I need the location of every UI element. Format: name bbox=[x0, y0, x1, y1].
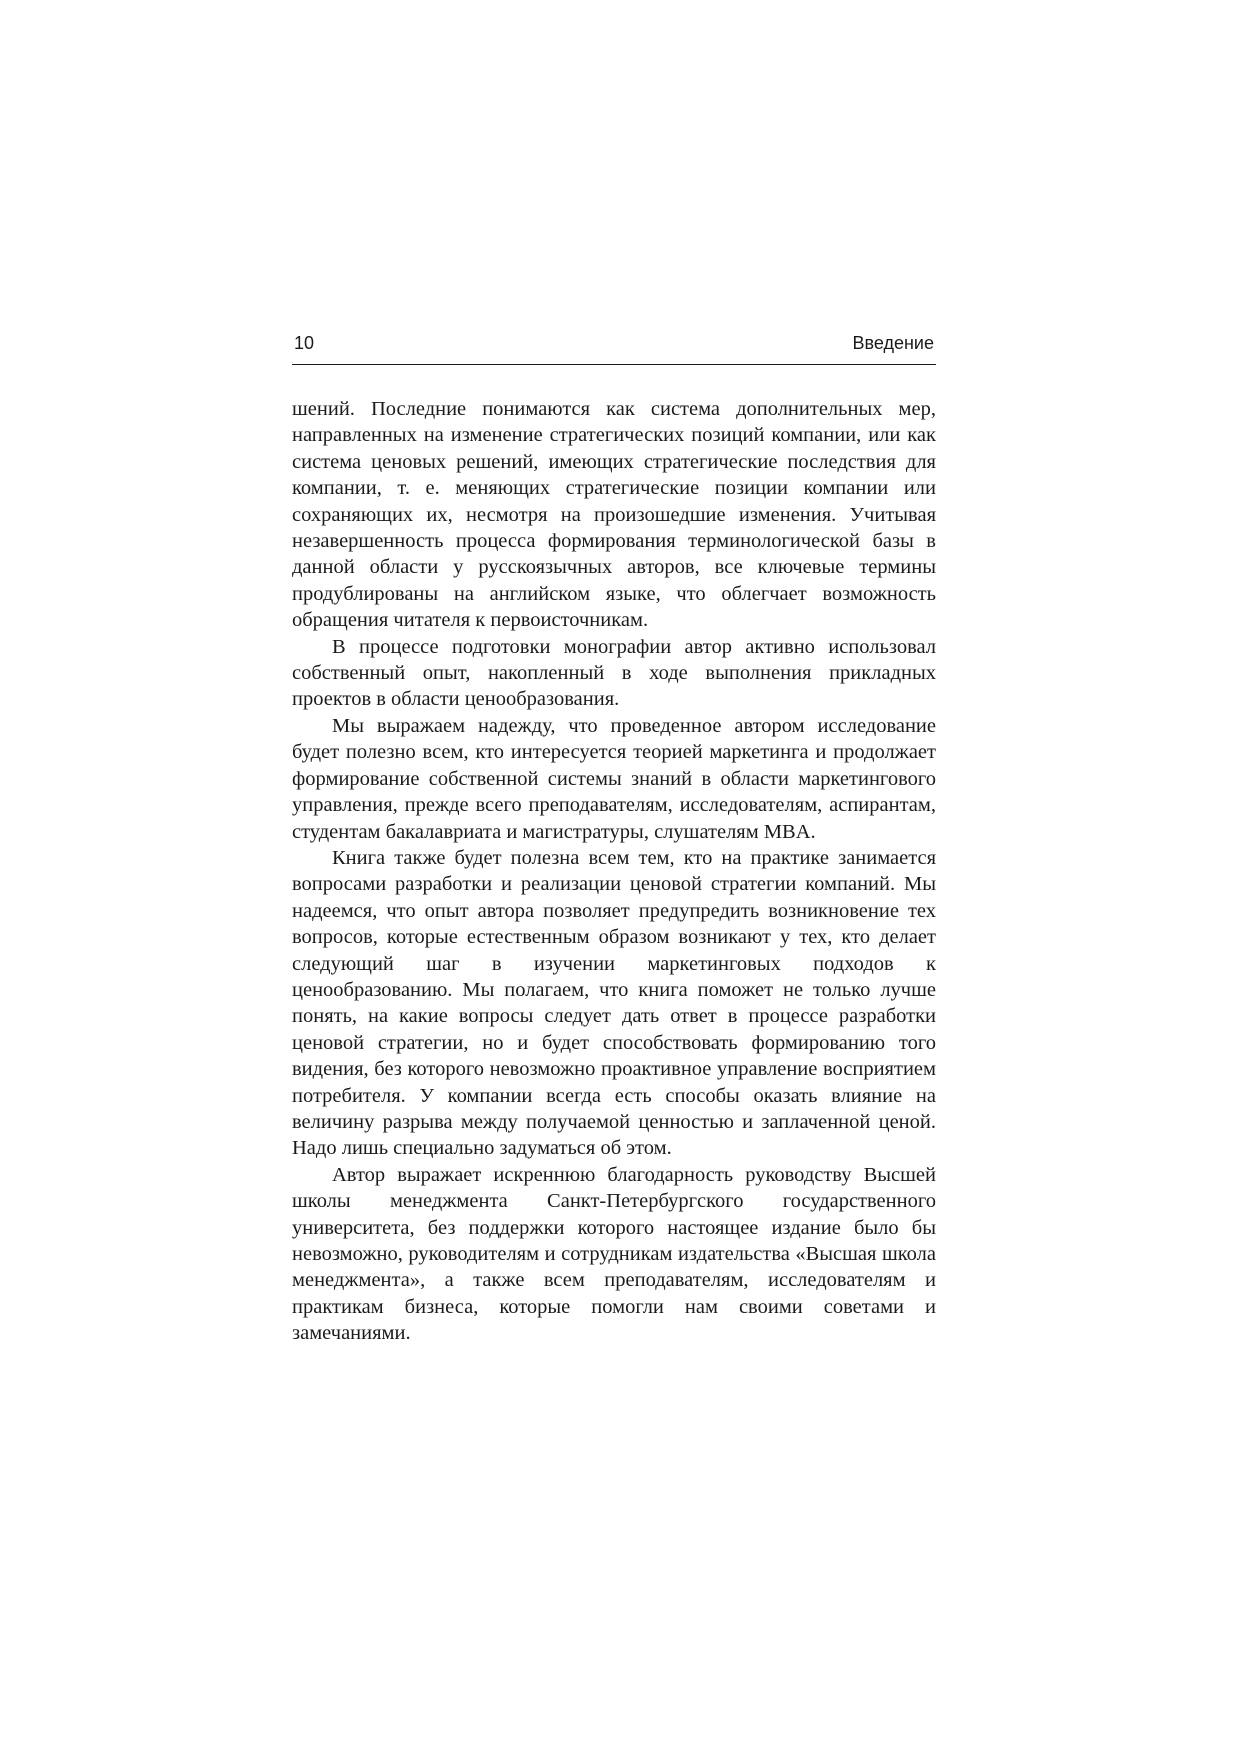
page-header bbox=[292, 330, 936, 365]
paragraph: Книга также будет полезна всем тем, кто на практике занимается вопросами разработки и реализации ценовой стратегии компаний. Мы надеемся, что опыт автора позволяет предупредить возникновение тех вопросов, которые естественным образом возникают у тех, кто делает следующий шаг в изучении маркетинговых подходов к ценообразованию. Мы полагаем, что книга поможет не только лучше понять, на какие вопросы следует дать ответ в процессе разработки ценовой стратегии, но и будет способствовать формированию того видения, без которого невозможно проактивное управление восприятием потребителя. У компании всегда есть способы оказать влияние на величину разрыва между получаемой ценностью и заплаченной ценой. Надо лишь специально задуматься об этом. bbox=[292, 846, 936, 1160]
running-title: Введение bbox=[852, 333, 934, 353]
body-text bbox=[292, 396, 936, 1347]
paragraph: В процессе подготовки монографии автор активно использовал собственный опыт, накопленный в ходе выполнения прикладных проектов в области ценообразования. bbox=[292, 635, 936, 711]
paragraph: Мы выражаем надежду, что проведенное автором исследование будет полезно всем, кто интересуется теорией маркетинга и продолжает формирование собственной системы знаний в области маркетингового управления, прежде всего преподавателям, исследователям, аспирантам, студентам бакалавриата и магистратуры, слушателям MBA. bbox=[292, 714, 936, 843]
page-number: 10 bbox=[294, 333, 315, 353]
paragraph-continuation: шений. Последние понимаются как система дополнительных мер, направленных на изменение стратегических позиций компании, или как система ценовых решений, имеющих стратегические последствия для компании, т. е. меняющих стратегические позиции компании или сохраняющих их, несмотря на произошедшие изменения. Учитывая незавершенность процесса формирования терминологической базы в данной области у русскоязычных авторов, все ключевые термины продублированы на английском языке, что облегчает возможность обращения читателя к первоисточникам. bbox=[292, 398, 936, 632]
paragraph: Автор выражает искреннюю благодарность руководству Высшей школы менеджмента Санкт-Петербургского государственного университета, без поддержки которого настоящее издание было бы невозможно, руководителям и сотрудникам издательства «Высшая школа менеджмента», а также всем преподавателям, исследователям и практикам бизнеса, которые помогли нам своими советами и замечаниями. bbox=[292, 1163, 936, 1345]
